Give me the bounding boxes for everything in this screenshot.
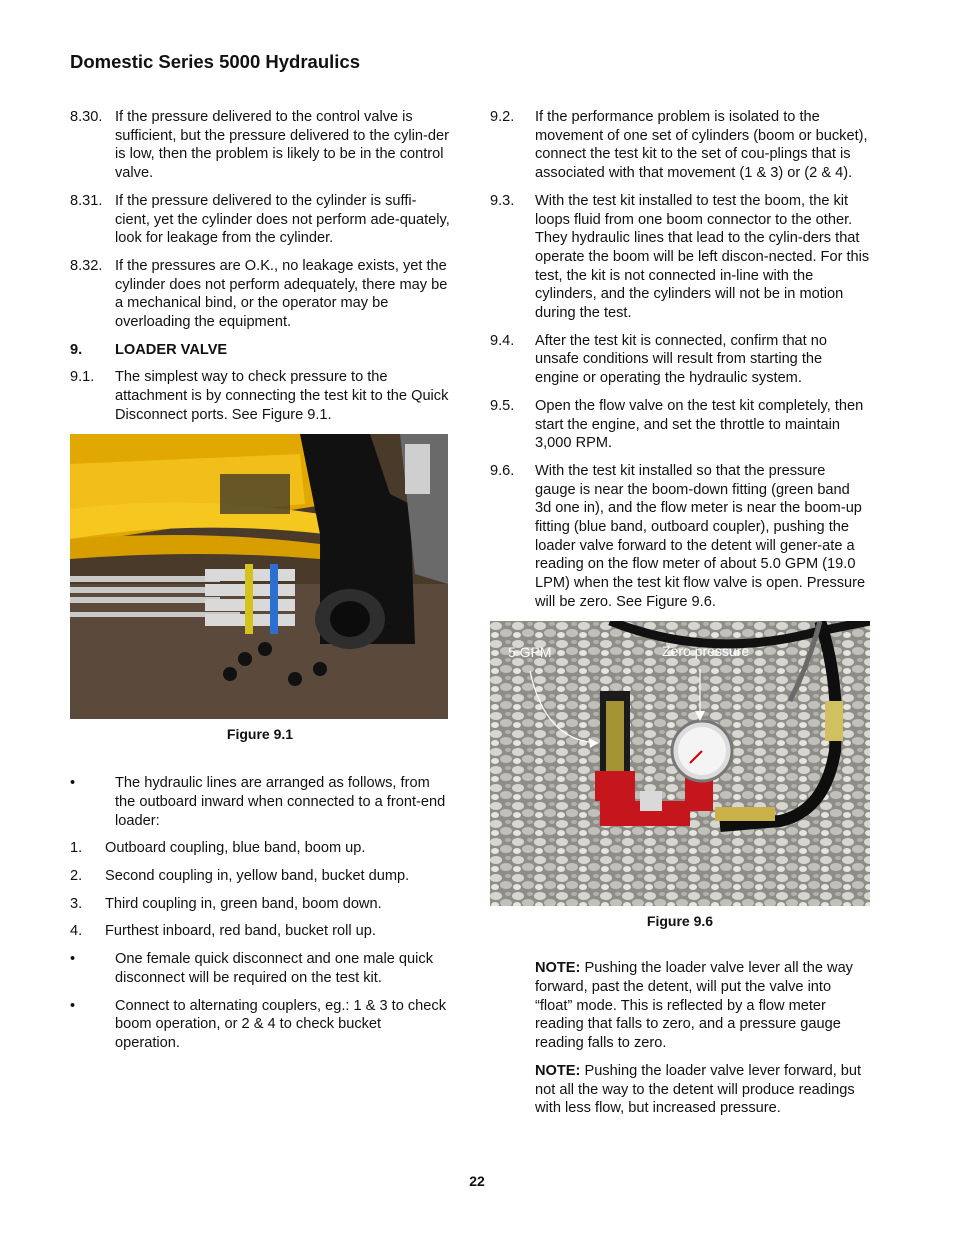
step-9-3 [490, 192, 870, 323]
list-number: 3. [70, 895, 83, 912]
step-text: With the test kit installed to test the boom, the kit loops fluid from one boom connector to the other. They hydraulic lines that lead to the cylin-ders that operate the boom will be left discon-nected. For this test, the kit is not connected in-line with the cylinders, and the cylinders will not be in motion during the test. [535, 192, 870, 322]
right-column [490, 108, 870, 1127]
step-8-30 [70, 108, 450, 183]
page-title: Domestic Series 5000 Hydraulics [70, 51, 360, 72]
step-text: If the pressure delivered to the cylinder is suffi-cient, yet the cylinder does not perform ade-quately, look for leakage from the cylinder. [115, 192, 450, 247]
step-text: After the test kit is connected, confirm that no unsafe conditions will result from starting the engine or operating the hydraulic system. [535, 332, 828, 387]
step-number: 8.30. [70, 109, 103, 125]
section-title: LOADER VALVE [115, 341, 228, 358]
bullet-mark: • [70, 997, 76, 1014]
step-9-1 [70, 368, 450, 424]
note-label: NOTE: [535, 960, 581, 977]
list-text: Outboard coupling, blue band, boom up. [105, 840, 366, 857]
note-float-mode [535, 959, 870, 1053]
step-number: 9.6. [490, 462, 515, 479]
step-number: 8.32. [70, 257, 103, 274]
bullet-mark: • [70, 775, 76, 792]
list-item [70, 895, 450, 914]
figure-9-1-caption: Figure 9.1 [226, 725, 294, 742]
list-text: Furthest inboard, red band, bucket roll up. [105, 923, 376, 940]
step-9-2 [490, 108, 870, 183]
section-heading [70, 341, 450, 360]
section-number: 9. [70, 341, 83, 358]
bullet-item [70, 997, 450, 1053]
bullet-text: Connect to alternating couplers, eg.: 1 & 3 to check boom operation, or 2 & 4 to check bucket operation. [115, 997, 446, 1051]
bullet-mark: • [70, 951, 76, 968]
figure-9-6-photo [490, 621, 870, 906]
step-number: 9.5. [490, 397, 515, 414]
step-9-5 [490, 397, 870, 453]
test-kit-on-gravel-image [490, 621, 870, 906]
figure-9-1-photo [70, 434, 448, 719]
note-partial-forward [535, 1062, 870, 1118]
step-9-6 [490, 462, 870, 612]
step-number: 9.1. [70, 369, 95, 386]
note-label: NOTE: [535, 1062, 581, 1079]
page-number: 22 [469, 1173, 485, 1189]
step-text: The simplest way to check pressure to the attachment is by connecting the test kit to the Quick Disconnect ports. See Figure 9.1. [115, 369, 449, 423]
bullet-text: The hydraulic lines are arranged as follows, from the outboard inward when connected to a front-end loader: [115, 775, 446, 829]
note-text: Pushing the loader valve lever forward, but not all the way to the detent will produce readings with less flow, but increased pressure. [535, 1062, 862, 1117]
bullet-text: One female quick disconnect and one male quick disconnect will be required on the test kit. [115, 951, 434, 986]
step-text: Open the flow valve on the test kit completely, then start the engine, and set the throttle to maintain 3,000 RPM. [535, 397, 864, 452]
list-text: Third coupling in, green band, boom down. [105, 895, 382, 912]
step-number: 8.31. [70, 192, 103, 209]
list-number: 2. [70, 868, 83, 885]
bullet-item [70, 774, 450, 830]
step-8-32 [70, 257, 450, 332]
list-item [70, 867, 450, 886]
step-8-31 [70, 192, 450, 248]
step-number: 9.4. [490, 332, 515, 349]
list-number: 4. [70, 923, 83, 940]
flow-meter-label: 5 GPM [508, 643, 552, 660]
bullet-item [70, 950, 450, 987]
tractor-hydraulic-couplings-image [70, 434, 448, 719]
left-column [70, 108, 450, 1062]
list-item [70, 839, 450, 858]
step-number: 9.2. [490, 109, 515, 125]
step-text: With the test kit installed so that the pressure gauge is near the boom-down fitting (green band 3d one in), and the flow meter is near the boom-up fitting (blue band, outboard coupler), pushing the loader valve forward to the detent will gener-ate a reading on the flow meter of about 5.0 GPM (19.0 LPM) when the test kit flow valve is open. Pressure will be zero. See Figure 9.6. [535, 462, 866, 610]
note-text: Pushing the loader valve lever all the way forward, past the detent, will put the valve into “float” mode. This is reflected by a flow meter reading that falls to zero, and a pressure gauge reading falls to zero. [535, 960, 853, 1052]
figure-9-6-caption: Figure 9.6 [646, 912, 714, 929]
step-text: If the performance problem is isolated to the movement of one set of cylinders (boom or bucket), connect the test kit to the set of cou-plings that is associated with that movement (1 & 3) or (2 & 4). [535, 109, 868, 182]
step-text: If the pressure delivered to the control valve is sufficient, but the pressure delivered to the cylin-der is low, then the problem is likely to be in the control valve. [115, 109, 449, 182]
pressure-gauge-label: Zero pressure [662, 642, 750, 659]
step-9-4 [490, 332, 870, 388]
list-text: Second coupling in, yellow band, bucket dump. [105, 868, 410, 885]
step-number: 9.3. [490, 192, 515, 209]
list-number: 1. [70, 840, 83, 857]
step-text: If the pressures are O.K., no leakage exists, yet the cylinder does not perform adequately, there may be a mechanical bind, or the operator may be overloading the equipment. [115, 257, 448, 331]
list-item [70, 922, 450, 941]
